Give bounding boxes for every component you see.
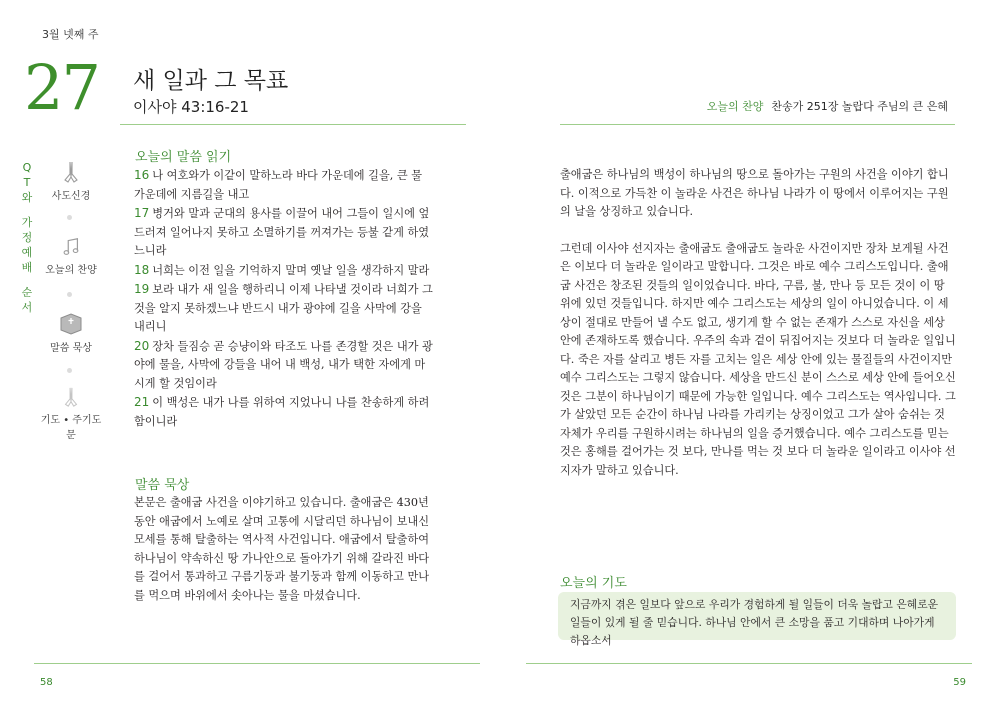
- verse-text: 나 여호와가 이같이 말하노라 바다 가운데에 길을, 큰 물 가운데에 지름길을 내고: [134, 169, 423, 201]
- verse-number: 18: [134, 262, 150, 277]
- hymn-text: 찬송가 251장 놀랍다 주님의 큰 은혜: [771, 100, 948, 113]
- vlabel-char: Q: [22, 161, 32, 174]
- sidebar-dot: [67, 215, 72, 220]
- hymn-line: [707, 98, 948, 114]
- footer-rule-right: [526, 663, 972, 664]
- verse: [134, 166, 436, 204]
- verse: [134, 204, 436, 261]
- verse: [134, 393, 436, 431]
- sidebar-item-prayer: [40, 386, 102, 441]
- week-label: 3월 넷째 주: [42, 28, 99, 41]
- sidebar-item-creed: [40, 160, 102, 202]
- verse-number: 21: [134, 395, 150, 409]
- vlabel-char: 정: [21, 231, 33, 244]
- sidebar-item-label: 오늘의 찬양: [45, 265, 97, 276]
- verse-text: 병거와 말과 군대의 용사를 이끌어 내어 그들이 일시에 엎드러져 일어나지 못하고 소멸하기를 꺼져가는 등불 같게 하였느니라: [134, 207, 430, 257]
- praying-hands-icon: [59, 160, 83, 184]
- meditation-paragraph: 그런데 이사야 선지자는 출애굽도 출애굽도 놀라운 사건이지만 장차 보게될 사건은 이보다 더 놀라운 일이라고 말합니다. 그것은 바로 예수 그리스도입니다. 출애굽 사건은 창조된 것들의 일이었습니다. 바다, 구름, 불, 만나 등 모든 것이 이 땅 위에 있던 것들입니다. 하지만 예수 그리스도는 세상의 일이 아니었습니다. 이 세상이 절대로 만들어 낼 수도 없고, 생기게 할 수 없는 존재가 스스로 자신을 세상 안에 존재하도록 했습니다. 우주의 속과 겉이 뒤집어지는 것보다 더 놀라운 일입니다. 죽은 자를 살리고 병든 자를 고치는 일은 세상 안에 있는 물질들의 사건이지만 예수 그리스도는 그렇지 않습니다. 세상을 만드신 분이 스스로 세상 안에 들어오신 것은 그분이 하나님이기 때문에 가능한 일입니다. 예수 그리스도는 역사입니다. 그가 살았던 모든 순간이 하나님 나라를 가리키는 상징이었고 그가 살아 숨쉬는 것 자체가 우리를 구원하시려는 하나님의 일을 증거했습니다. 예수 그리스도를 믿는 것은 홍해를 걸어가는 것 보다, 만나를 먹는 것 보다 더 놀라운 일이라고 이사야 선지자가 말하고 있습니다.: [560, 241, 956, 477]
- sidebar-item-hymn: [40, 236, 102, 276]
- prayer-text: 지금까지 겪은 일보다 앞으로 우리가 경험하게 될 일들이 더욱 놀랍고 은혜로운 일들이 있게 될 줄 믿습니다. 하나님 안에서 큰 소망을 품고 기대하며 나아가게 하옵소서: [570, 598, 939, 647]
- sidebar-dot: [67, 292, 72, 297]
- verse-number: 19: [134, 282, 150, 296]
- sidebar-item-label: 기도 • 주기도문: [40, 415, 102, 441]
- page-number-left: 58: [40, 677, 53, 688]
- vlabel-char: T: [23, 176, 31, 189]
- footer-rule-left: [34, 663, 480, 664]
- prayer-box: [558, 592, 956, 647]
- header-rule-left: [120, 124, 466, 125]
- verse-text: 이 백성은 내가 나를 위하여 지었나니 나를 찬송하게 하려 함이니라: [134, 396, 430, 428]
- bible-icon: [58, 312, 84, 336]
- meditation-paragraph: 출애굽은 하나님의 백성이 하나님의 땅으로 돌아가는 구원의 사건을 이야기 합니다. 이적으로 가득찬 이 놀라운 사건은 하나님 나라가 이 땅에서 이루어지는 구원의 날을 상징하고 있습니다.: [560, 168, 949, 218]
- day-number: 27: [24, 51, 99, 124]
- vlabel-char: 예: [21, 246, 33, 259]
- sidebar-vertical-label: [19, 160, 35, 315]
- vlabel-gap: [19, 205, 35, 215]
- vlabel-gap: [19, 275, 35, 285]
- verse-number: 16: [134, 168, 150, 182]
- page-title: 새 일과 그 목표: [133, 68, 289, 94]
- verse-number: 17: [134, 206, 150, 220]
- meditation-heading: 말씀 묵상: [135, 478, 190, 493]
- meditation-paragraph: 본문은 출애굽 사건을 이야기하고 있습니다. 출애굽은 430년 동안 애굽에서 노예로 살며 고통에 시달리던 하나님이 보내신 모세를 통해 탈출하는 역사적 사건입니다. 애굽에서 탈출하여 하나님이 약속하신 땅 가나안으로 돌아가기 위해 갈라진 바다를 걸어서 통과하고 구름기둥과 불기둥과 함께 이동하고 만나를 먹으며 바위에서 솟아나는 물을 마셨습니다.: [134, 496, 430, 602]
- vlabel-char: 순: [21, 286, 33, 299]
- sidebar-item-meditation: [40, 312, 102, 354]
- verse-number: 20: [134, 338, 150, 353]
- sidebar-item-label: 말씀 묵상: [50, 343, 92, 354]
- verse-list: [134, 166, 436, 431]
- scripture-reference: 이사야 43:16-21: [133, 98, 249, 116]
- meditation-body-right: [560, 166, 956, 480]
- praying-hands-icon: [60, 386, 82, 408]
- header-rule-right: [560, 124, 955, 125]
- prayer-heading: 오늘의 기도: [560, 576, 627, 591]
- verse-text: 너희는 이전 일을 기억하지 말며 옛날 일을 생각하지 말라: [152, 263, 430, 277]
- vlabel-char: 와: [21, 191, 33, 204]
- sidebar-dot: [67, 368, 72, 373]
- verse: [134, 261, 436, 281]
- verse-text: 장차 들짐승 곧 승냥이와 타조도 나를 존경할 것은 내가 광야에 물을, 사막에 강들을 내어 내 백성, 내가 택한 자에게 마시게 할 것임이라: [134, 339, 433, 390]
- reading-heading: 오늘의 말씀 읽기: [135, 150, 232, 165]
- vlabel-char: 배: [21, 261, 33, 274]
- vlabel-char: 서: [21, 301, 33, 314]
- meditation-body-left: [134, 494, 436, 605]
- sidebar-item-label: 사도신경: [51, 191, 91, 202]
- vlabel-char: 가: [21, 216, 33, 229]
- verse: [134, 280, 436, 337]
- verse-text: 보라 내가 새 일을 행하리니 이제 나타낼 것이라 너희가 그것을 알지 못하겠느냐 반드시 내가 광야에 길을 사막에 강을 내리니: [134, 283, 433, 333]
- page-number-right: 59: [953, 677, 966, 688]
- verse: [134, 337, 436, 394]
- hymn-label: 오늘의 찬양: [706, 100, 764, 113]
- music-note-icon: [60, 236, 82, 258]
